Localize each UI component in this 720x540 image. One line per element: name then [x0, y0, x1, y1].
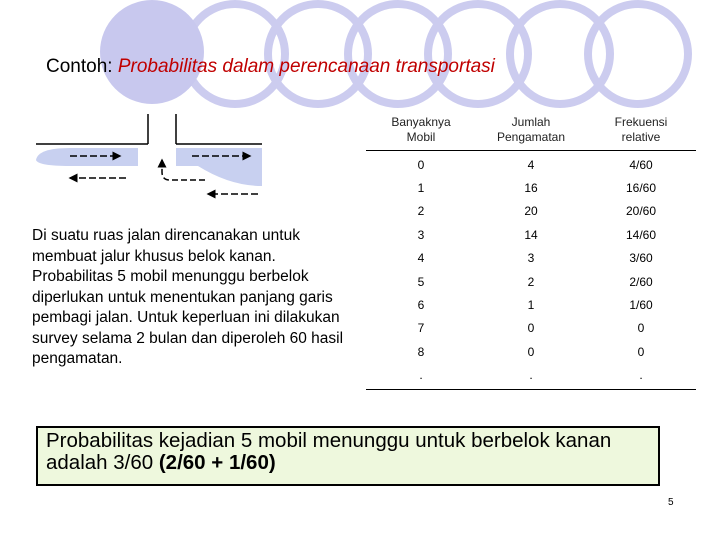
table-cell: .	[529, 368, 533, 383]
table-cell: 14	[524, 227, 538, 242]
median-left	[36, 148, 138, 166]
ring-filled	[100, 0, 204, 104]
table-cell: 20	[524, 204, 538, 219]
table-row	[366, 340, 696, 363]
table-row	[366, 317, 696, 340]
table-row	[366, 153, 696, 176]
table-cell: 1	[527, 298, 535, 313]
table-row	[366, 200, 696, 223]
title-prefix: Contoh:	[46, 56, 118, 77]
table-cell: 7	[417, 321, 425, 336]
header-cell	[586, 115, 696, 145]
table-cell: 1/60	[629, 298, 653, 313]
table-cell: 2/60	[629, 274, 653, 289]
header-line: Mobil	[406, 130, 436, 144]
table-cell: .	[419, 368, 423, 383]
frequency-table	[366, 110, 696, 390]
table-header	[366, 110, 696, 151]
table-cell: 0	[417, 157, 425, 172]
table-cell: 0	[637, 321, 645, 336]
table-bottom-rule	[366, 389, 696, 390]
table-row	[366, 270, 696, 293]
table-cell: 5	[417, 274, 425, 289]
median-right	[176, 148, 262, 186]
table-cell: 0	[637, 344, 645, 359]
table-row	[366, 364, 696, 387]
header-line: Banyaknya	[391, 115, 451, 129]
slide-title	[46, 56, 495, 78]
table-cell: 1	[417, 181, 425, 196]
title-emphasis: Probabilitas dalam perencanaan transportasi	[117, 56, 495, 77]
table-cell: 8	[417, 344, 425, 359]
header-line: Pengamatan	[496, 130, 566, 144]
table-cell: 2	[417, 204, 425, 219]
table-cell: 3/60	[629, 251, 653, 266]
conclusion-text: Probabilitas kejadian 5 mobil menunggu untuk berbelok kanan adalah 3/60	[46, 429, 612, 474]
header-line: Frekuensi	[614, 115, 668, 129]
description-text: Di suatu ruas jalan direncanakan untuk membuat jalur khusus belok kanan. Probabilitas 5 mobil menunggu berbelok diperlukan untuk menentukan panjang garis pembagi jalan. Untuk keperluan ini dilakukan survey selama 2 bulan dan diperoleh 60 hasil pengamatan.	[32, 227, 344, 367]
table-cell: 0	[527, 344, 535, 359]
table-cell: 14/60	[625, 227, 657, 242]
table-cell: 4	[527, 157, 535, 172]
table-cell: .	[639, 368, 643, 383]
table-cell: 2	[527, 274, 535, 289]
ring	[348, 4, 448, 104]
conclusion-bold: (2/60 + 1/60)	[158, 451, 276, 474]
table-cell: 4/60	[629, 157, 653, 172]
road-diagram	[30, 108, 270, 218]
page-number: 5	[668, 497, 674, 508]
table-cell: 0	[527, 321, 535, 336]
header-cell	[366, 115, 476, 145]
table-cell: 3	[417, 227, 425, 242]
header-cell	[476, 115, 586, 145]
ring	[588, 4, 688, 104]
table-cell: 20/60	[625, 204, 657, 219]
header-line: Jumlah	[511, 115, 551, 129]
table-cell: 4	[417, 251, 425, 266]
table-row	[366, 223, 696, 246]
table-cell: 3	[527, 251, 535, 266]
table-row	[366, 176, 696, 199]
header-line: relative	[621, 130, 661, 144]
table-row	[366, 293, 696, 316]
conclusion-box	[36, 426, 660, 486]
table-row	[366, 247, 696, 270]
table-cell: 16	[524, 181, 538, 196]
table-cell: 16/60	[625, 181, 657, 196]
table-cell: 6	[417, 298, 425, 313]
